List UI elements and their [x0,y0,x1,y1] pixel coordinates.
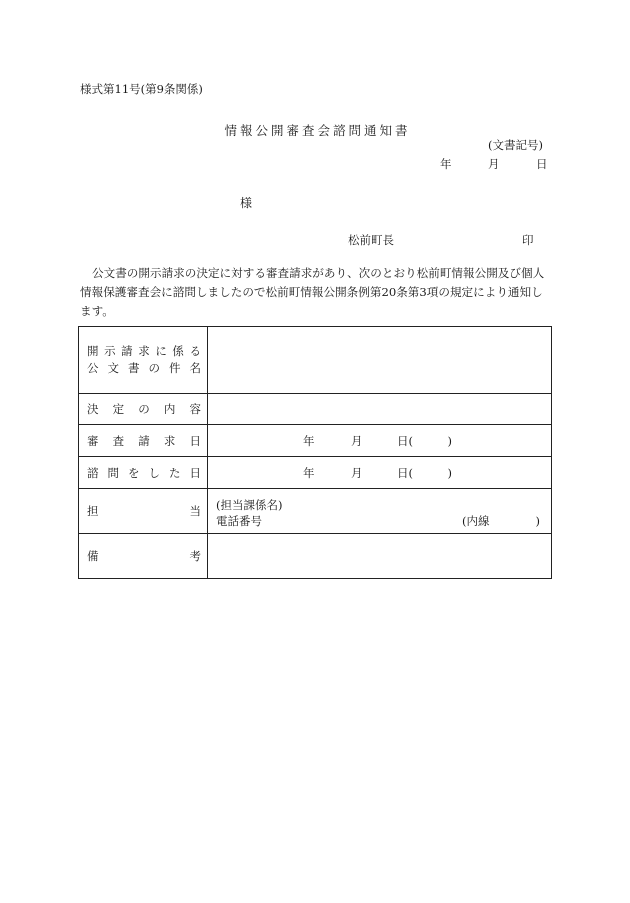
consult-date-year: 年 [303,466,315,480]
form-number: 様式第11号(第9条関係) [80,82,203,96]
table-row [79,425,552,457]
request-date-year: 年 [303,434,315,448]
contact-value [208,489,552,534]
remarks-label [79,534,208,579]
notice-details-table [78,326,552,579]
issue-date-year: 年 [440,157,452,171]
notice-body-text: 公文書の開示請求の決定に対する審査請求があり、次のとおり松前町情報公開及び個人情報保護審査会に諮問しましたので松前町情報公開条例第20条第3項の規定により通知します。 [80,266,545,318]
table-row [79,394,552,425]
table-row [79,457,552,489]
request-date-value [208,425,552,457]
issue-date-month: 月 [488,157,500,171]
decision-label-text: 決 定 の 内 容 [87,402,201,416]
remarks-label-right: 考 [189,549,201,563]
contact-label-right: 当 [189,504,201,518]
request-date-label-text: 審 査 請 求 日 [87,433,201,448]
subject-label-line1: 開 示 請 求 に 係 る [87,344,201,358]
subject-label [79,327,208,394]
remarks-value [208,534,552,579]
consult-date-value [208,457,552,489]
consult-date-day: 日( ) [397,466,452,480]
remarks-label-left: 備 [87,549,99,563]
contact-section: (担当課係名) [216,498,283,512]
document-symbol: (文書記号) [488,138,543,152]
contact-label-left: 担 [87,504,99,518]
issuer-name: 松前町長 [348,233,394,247]
request-date-month: 月 [351,434,363,448]
contact-extension: (内線 ) [462,514,540,528]
table-row [79,489,552,534]
issue-date-day: 日 [536,157,548,171]
subject-label-line2: 公 文 書 の 件 名 [87,361,201,375]
request-date-label [79,425,208,457]
decision-label [79,394,208,425]
addressee-honorific: 様 [240,196,253,210]
subject-value [208,327,552,394]
consult-date-label [79,457,208,489]
issue-date [440,156,548,172]
table-row [79,534,552,579]
consult-date-label-text: 諮 問 を し た 日 [87,465,201,480]
issuer-seal: 印 [522,233,534,247]
contact-label [79,489,208,534]
table-row [79,327,552,394]
contact-phone: 電話番号 [216,514,262,528]
decision-value [208,394,552,425]
document-title: 情報公開審査会諮問通知書 [224,123,411,138]
consult-date-month: 月 [351,466,363,480]
request-date-day: 日( ) [397,434,452,448]
